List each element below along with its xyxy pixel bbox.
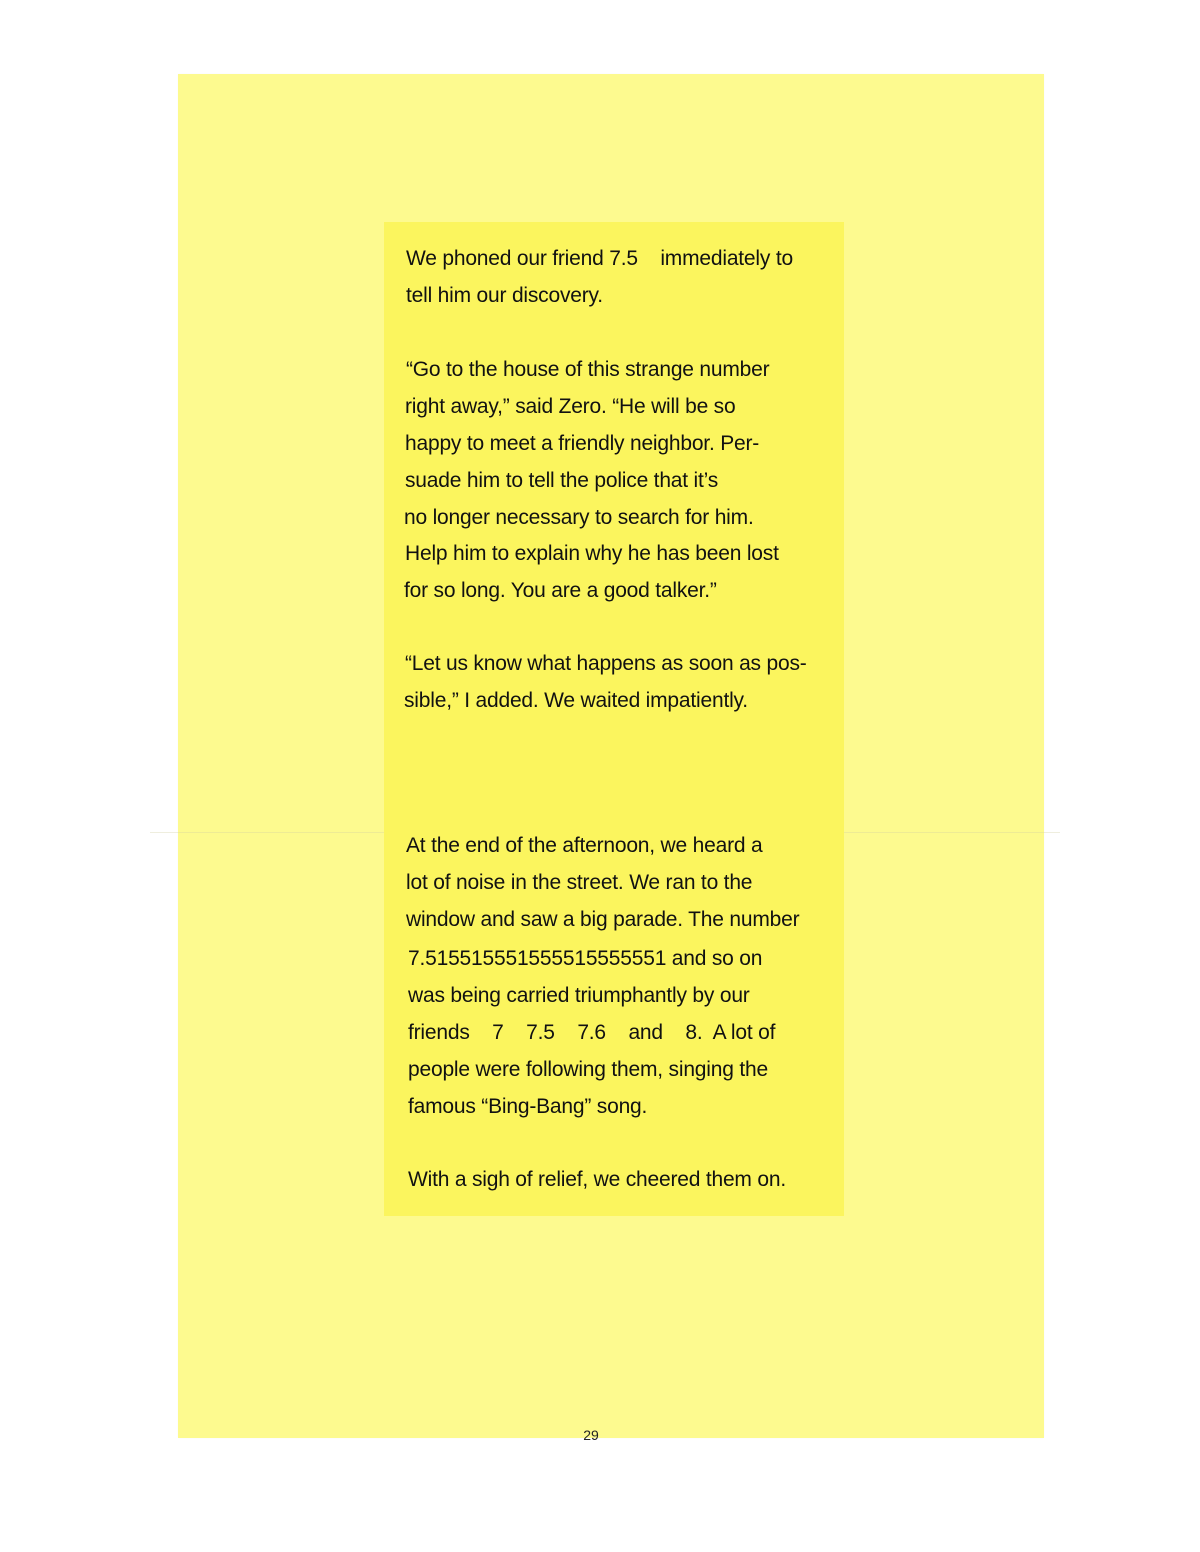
paragraph-4-line-7: people were following them, singing the bbox=[408, 1058, 768, 1081]
paragraph-5-line-1: With a sigh of relief, we cheered them on. bbox=[408, 1168, 786, 1191]
paragraph-2-line-2: right away,” said Zero. “He will be so bbox=[405, 395, 736, 418]
paragraph-4-line-2: lot of noise in the street. We ran to the bbox=[406, 871, 753, 894]
paragraph-4-line-3: window and saw a big parade. The number bbox=[406, 908, 800, 931]
paragraph-2-line-4: suade him to tell the police that it’s bbox=[405, 469, 719, 492]
paragraph-1-line-2: tell him our discovery. bbox=[406, 284, 603, 307]
paragraph-2-line-7: for so long. You are a good talker.” bbox=[404, 579, 717, 602]
paragraph-2-line-3: happy to meet a friendly neighbor. Per- bbox=[405, 432, 760, 455]
paragraph-4-line-5: was being carried triumphantly by our bbox=[408, 984, 750, 1007]
page-number: 29 bbox=[583, 1427, 599, 1443]
paragraph-2-line-6: Help him to explain why he has been lost bbox=[405, 542, 779, 565]
paragraph-4-line-6: friends 7 7.5 7.6 and 8. A lot of bbox=[408, 1021, 776, 1044]
paragraph-4-line-4: 7.515515551555515555551 and so on bbox=[408, 947, 763, 970]
paragraph-3-line-2: sible,” I added. We waited impatiently. bbox=[404, 689, 748, 712]
paragraph-4-line-1: At the end of the afternoon, we heard a bbox=[406, 834, 763, 857]
paragraph-3-line-1: “Let us know what happens as soon as pos- bbox=[405, 652, 807, 675]
paragraph-4-line-8: famous “Bing-Bang” song. bbox=[408, 1095, 648, 1118]
paragraph-1-line-1: We phoned our friend 7.5 immediately to bbox=[406, 247, 793, 270]
paragraph-2-line-1: “Go to the house of this strange number bbox=[406, 358, 770, 381]
paragraph-2-line-5: no longer necessary to search for him. bbox=[404, 506, 754, 529]
